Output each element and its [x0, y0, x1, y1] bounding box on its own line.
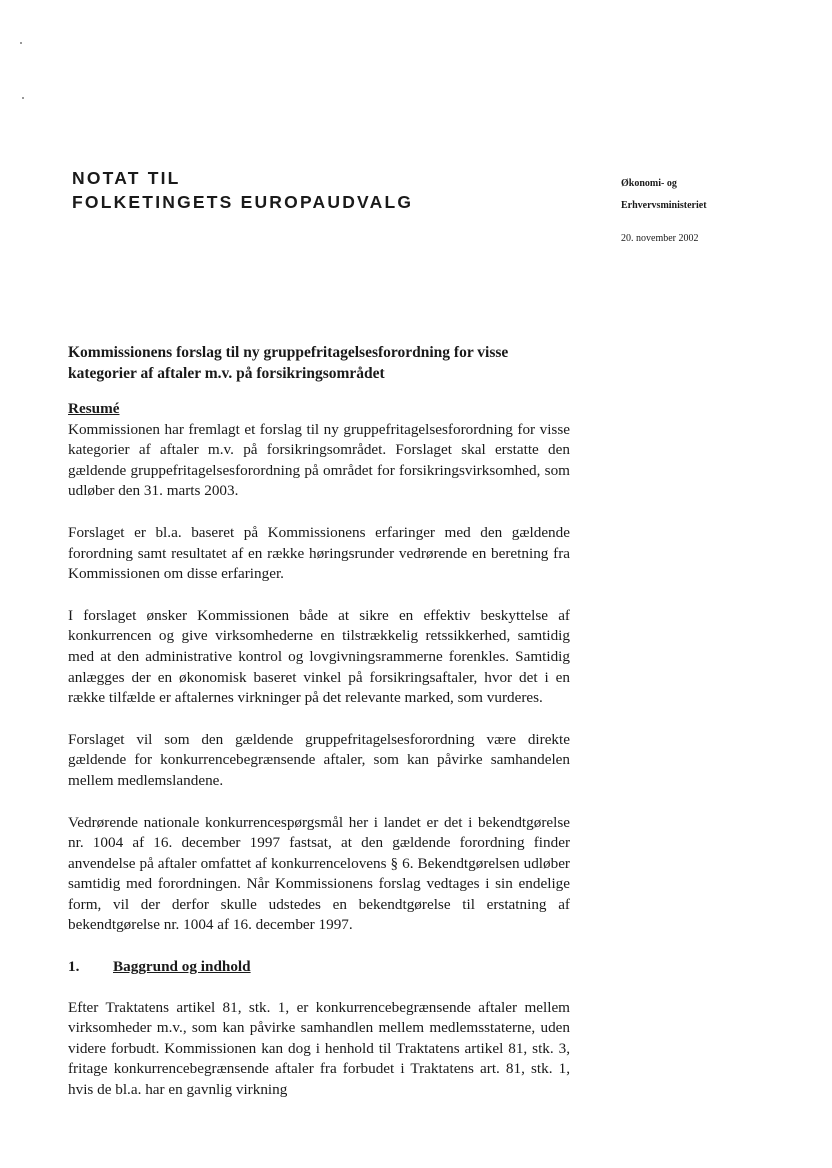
resume-paragraph-2: Forslaget er bl.a. baseret på Kommissionens erfaringer med den gældende forordning samt resultatet af en række høringsrunder vedrørende en beretning fra Kommissionen om disse erfaringer.: [68, 523, 570, 583]
document-title: Kommissionens forslag til ny gruppefritagelsesforordning for visse kategorier af aftaler m.v. på forsikringsområdet: [68, 344, 509, 382]
memo-header-line2: FOLKETINGETS EUROPAUDVALG: [72, 192, 414, 212]
resume-paragraph-4: Forslaget vil som den gældende gruppefritagelsesforordning være direkte gældende for konkurrencebegrænsende aftaler, som kan påvirke samhandelen mellem medlemslandene.: [68, 730, 570, 789]
scan-speck: [22, 97, 24, 99]
resume-heading: Resumé: [68, 400, 120, 417]
ministry-line2: Erhvervsministeriet: [621, 200, 707, 211]
scan-speck: [20, 42, 22, 44]
ministry-name: [621, 173, 707, 217]
ministry-line1: Økonomi- og: [621, 178, 677, 189]
section-number: 1.: [68, 958, 80, 976]
section-title: Baggrund og indhold: [113, 958, 251, 976]
section-paragraph: Efter Traktatens artikel 81, stk. 1, er konkurrencebegrænsende aftaler mellem virksomheder m.v., som kan påvirke samhandlen mellem medlemsstaterne, uden videre forbudt. Kommissionen kan dog i henhold til Traktatens artikel 81, stk. 3, fritage konkurrencebegrænsende aftaler fra forbudet i Traktatens art. 81, stk. 1, hvis de bl.a. har en gavnlig virkning: [68, 998, 570, 1099]
resume-paragraph-1: Kommissionen har fremlagt et forslag til ny gruppefritagelsesforordning for visse kategorier af aftaler m.v. på forsikringsområdet. Forslaget skal erstatte den gældende gruppefritagelsesforordning på området for forsikringsvirksomhed, som udløber den 31. marts 2003.: [68, 420, 570, 500]
memo-date: 20. november 2002: [621, 233, 699, 244]
section-heading: [68, 957, 570, 978]
memo-header-line1: NOTAT TIL: [72, 168, 181, 188]
document-body: [68, 342, 570, 1122]
memo-header: [72, 166, 413, 214]
resume-paragraph-5: Vedrørende nationale konkurrencespørgsmål her i landet er det i bekendtgørelse nr. 1004 af 16. december 1997 fastsat, at den gældende forordning finder anvendelse på aftaler omfattet af konkurrencelovens § 6. Bekendtgørelsen udløber samtidig med forordningen. Når Kommissionens forslag vedtages i sin endelige form, vil der derfor skulle udstedes en bekendtgørelse til erstatning af bekendtgørelse nr. 1004 af 16. december 1997.: [68, 813, 570, 934]
resume-paragraph-3: I forslaget ønsker Kommissionen både at sikre en effektiv beskyttelse af konkurrencen og give virksomhederne en tilstrækkelig retssikkerhed, samtidig med at den administrative kontrol og lovgivningsrammerne forenkles. Samtidig anlægges der en økonomisk baseret vinkel på forsikringsaftaler, hvor det i en række tilfælde er aftalernes virkninger på det relevante marked, som vurderes.: [68, 606, 570, 707]
